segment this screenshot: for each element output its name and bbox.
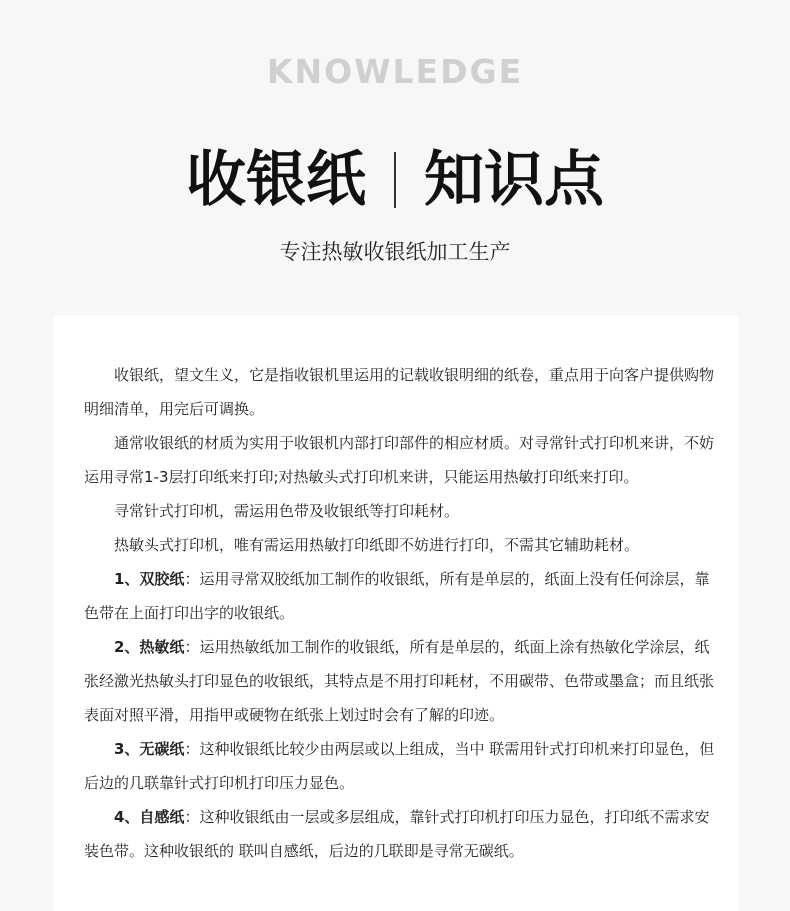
paragraph-material: 通常收银纸的材质为实用于收银机内部打印部件的相应材质。对寻常针式打印机来讲，不妨运用寻常1-3层打印纸来打印;对热敏头式打印机来讲，只能运用热敏打印纸来打印。	[84, 434, 715, 486]
page-title	[0, 140, 790, 220]
list-item-offset-paper	[84, 562, 716, 630]
title-left: 收银纸	[186, 145, 366, 215]
paragraph-thermal: 热敏头式打印机，唯有需运用热敏打印纸即不妨进行打印，不需其它辅助耗材。	[114, 536, 640, 554]
item-text: ：运用寻常双胶纸加工制作的收银纸，所有是单层的，纸面上没有任何涂层，靠色带在上面打印出字的收银纸。	[84, 570, 710, 622]
subtitle: 专注热敏收银纸加工生产	[279, 240, 511, 264]
item-text: ：这种收银纸由一层或多层组成，靠针式打印机打印压力显色，打印纸不需求安装色带。这种收银纸的 联叫自感纸，后边的几联即是寻常无碳纸。	[84, 808, 710, 860]
item-label: 3、无碳纸	[114, 740, 185, 758]
paragraph-intro: 收银纸，望文生义，它是指收银机里运用的记载收银明细的纸卷，重点用于向客户提供购物明细清单，用完后可调换。	[84, 366, 715, 418]
title-right: 知识点	[424, 145, 604, 215]
item-text: ：运用热敏纸加工制作的收银纸，所有是单层的，纸面上涂有热敏化学涂层，纸张经激光热敏头打印显色的收银纸，其特点是不用打印耗材，不用碳带、色带或墨盒；而且纸张表面对照平滑，用指甲或硬物在纸张上划过时会有了解的印迹。	[84, 638, 715, 724]
article-card	[53, 316, 738, 911]
paragraph-dot-matrix: 寻常针式打印机，需运用色带及收银纸等打印耗材。	[114, 502, 460, 520]
list-item-self-copy-paper	[84, 800, 716, 868]
list-item-thermal-paper	[84, 630, 716, 732]
list-item-carbonless-paper	[84, 732, 716, 800]
article-body	[84, 358, 716, 868]
title-divider	[394, 152, 396, 208]
item-label: 4、自感纸	[114, 808, 185, 826]
item-text: ：这种收银纸比较少由两层或以上组成，当中 联需用针式打印机来打印显色，但后边的几联靠针式打印机打印压力显色。	[84, 740, 715, 792]
item-label: 1、双胶纸	[114, 570, 185, 588]
item-label: 2、热敏纸	[114, 638, 185, 656]
eyebrow-heading: KNOWLEDGE	[266, 52, 524, 91]
